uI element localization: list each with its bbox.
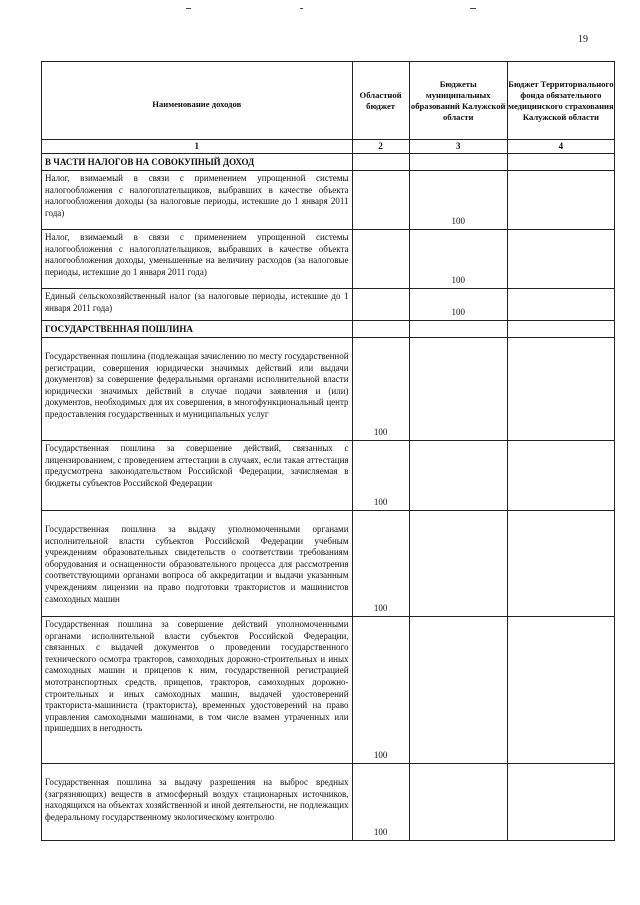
section-row [42,154,615,171]
header-regional-budget: Областной бюджет [352,62,409,140]
page-number: 19 [578,34,588,45]
section-row [42,321,615,338]
column-number: 2 [352,140,409,154]
column-number: 3 [409,140,507,154]
regional-share [352,171,409,230]
table-row [42,764,615,841]
section-title: В ЧАСТИ НАЛОГОВ НА СОВОКУПНЫЙ ДОХОД [42,154,353,171]
regional-share: 100 [352,441,409,511]
tfoms-share [507,441,614,511]
municipal-share [409,764,507,841]
revenue-name: Государственная пошлина (подлежащая зачислению по месту государственной регистрации, совершения юридически значимых действий или выдачи документов) за совершение федеральными органами исполнительной власти юридически значимых действий в случае подачи заявления и (или) документов, необходимых для их совершения, в многофункциональный центр предоставления государственных и муниципальных услуг [45,351,349,419]
revenue-name: Государственная пошлина за совершение действий, связанных с лицензированием, с проведением аттестации в случаях, если такая аттестация предусмотрена законодательством Российской Федерации, зачисляемая в бюджеты субъектов Российской Федерации [42,441,353,511]
regional-share: 100 [352,338,409,441]
revenue-name: Государственная пошлина за совершение действий уполномоченными органами исполнительной власти субъектов Российской Федерации, связанных с выдачей документов о проведении государственного технического осмотра тракторов, самоходных дорожно-строительных и иных самоходных машин и прицепов к ним, государственной регистрацией мототранспортных средств, прицепов, тракторов, самоходных дорожно-строительных и иных самоходных машин, выдачей удостоверений тракториста-машиниста (тракториста), временных удостоверений на право управления самоходными машинами, в том числе взамен утраченных или пришедших в негодность [42,617,353,764]
revenue-distribution-table [41,61,615,841]
tfoms-share [507,617,614,764]
municipal-share: 100 [409,230,507,289]
revenue-name: Государственная пошлина за выдачу уполномоченными органами исполнительной власти субъектов Российской Федерации учебным учреждениям образовательных свидетельств о соответствии требованиям оборудования и оснащенности образовательного процесса для рассмотрения соответствующими органами вопроса об аккредитации и выдачи указанным учреждениям лицензии на право подготовки трактористов и машинистов самоходных машин [45,524,349,604]
municipal-share [409,338,507,441]
regional-share [352,289,409,321]
tfoms-share [507,230,614,289]
table-row [42,338,615,441]
municipal-share [409,511,507,617]
municipal-share: 100 [409,171,507,230]
regional-share: 100 [352,617,409,764]
revenue-name: Единый сельскохозяйственный налог (за налоговые периоды, истекшие до 1 января 2011 года) [42,289,353,321]
regional-share: 100 [352,511,409,617]
column-number: 4 [507,140,614,154]
tfoms-share [507,289,614,321]
regional-share: 100 [352,764,409,841]
section-title: ГОСУДАРСТВЕННАЯ ПОШЛИНА [42,321,353,338]
tfoms-share [507,171,614,230]
scan-speck [300,8,303,9]
column-number-row [42,140,615,154]
header-revenue-name: Наименование доходов [42,62,353,140]
municipal-share: 100 [409,289,507,321]
tfoms-share [507,511,614,617]
table-row [42,171,615,230]
revenue-name: Налог, взимаемый в связи с применением упрощенной системы налогообложения с налогоплательщиков, выбравших в качестве объекта налогообложения доходы (за налоговые периоды, истекшие до 1 января 2011 года) [42,171,353,230]
table-row [42,230,615,289]
column-number: 1 [42,140,353,154]
revenue-name: Государственная пошлина за выдачу разрешения на выброс вредных (загрязняющих) веществ в атмосферный воздух стационарных источников, находящихся на объектах хозяйственной и иной деятельности, не подлежащих федеральному государственному экологическому контролю [45,777,349,822]
table-row [42,441,615,511]
header-tfoms-budget: Бюджет Территориального фонда обязательного медицинского страхования Калужской области [507,62,614,140]
tfoms-share [507,764,614,841]
header-municipal-budgets: Бюджеты муниципальных образований Калужской области [409,62,507,140]
revenue-name: Налог, взимаемый в связи с применением упрощенной системы налогообложения с налогоплательщиков, выбравших в качестве объекта налогообложения доходы, уменьшенные на величину расходов (за налоговые периоды, истекшие до 1 января 2011 года) [42,230,353,289]
tfoms-share [507,338,614,441]
table-row [42,511,615,617]
municipal-share [409,617,507,764]
scan-speck [470,8,476,9]
table-header-row [42,62,615,140]
table-row [42,617,615,764]
municipal-share [409,441,507,511]
scan-speck [186,8,191,9]
regional-share [352,230,409,289]
table-row [42,289,615,321]
